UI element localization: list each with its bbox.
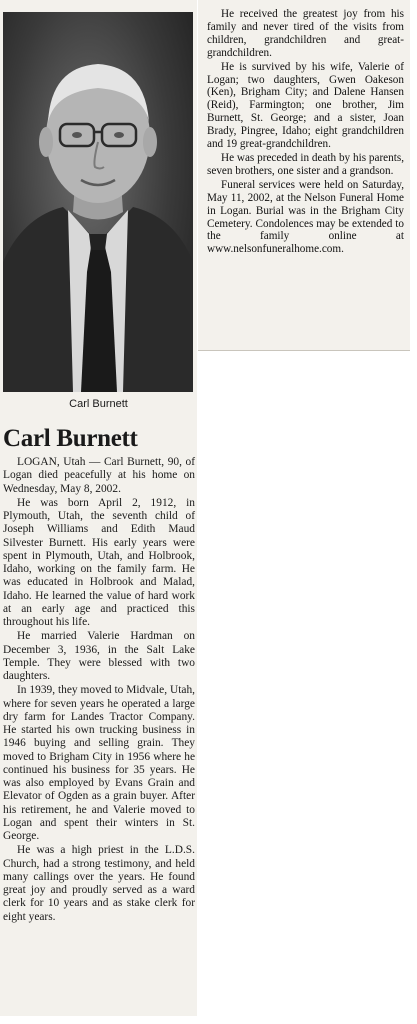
paragraph-funeral-services: Funeral services were held on Saturday, May 11, 2002, at the Nelson Funeral Home in Logan. Burial was in the Brigham City Cemetery. Condolences may be extended to the family online at www.nelsonfuneralhome.com. — [207, 178, 404, 256]
paragraph-marriage: He married Valerie Hardman on December 3, 1936, in the Salt Lake Temple. They were blessed with two daughters. — [3, 630, 195, 682]
paragraph-career: In 1939, they moved to Midvale, Utah, where for seven years he operated a large dry farm for Landes Tractor Company. He started his own trucking business in 1946 buying and selling grain. They moved to Brigham City in 1956 where he continued his business for 35 years. He was also employed by Evans Grain and Elevator of Ogden as a grain buyer. After his retirement, he and Valerie moved to Logan and spent their winters in St. George. — [3, 684, 195, 842]
paragraph-death-notice: LOGAN, Utah — Carl Burnett, 90, of Logan died peacefully at his home on Wednesday, May 8, 2002. — [3, 456, 195, 495]
obituary-headline: Carl Burnett — [3, 425, 138, 452]
photo-caption: Carl Burnett — [69, 398, 128, 410]
portrait-photo — [3, 12, 193, 392]
paragraph-early-life: He was born April 2, 1912, in Plymouth, Utah, the seventh child of Joseph Williams and Edith Maud Silvester Burnett. His early years were spent in Plymouth, Utah, and Holbrook, Idaho, working on the family farm. He was educated in Holbrook and Malad, Idaho. He learned the value of hard work at an early age and practiced this throughout his life. — [3, 496, 195, 628]
portrait-illustration — [3, 12, 193, 392]
obituary-body-left-column — [3, 456, 195, 925]
paragraph-church-service: He was a high priest in the L.D.S. Church, had a strong testimony, and held many callings over the years. He found great joy and proudly served as a ward clerk for 10 years and as stake clerk for eight years. — [3, 844, 195, 923]
paragraph-preceded-in-death: He was preceded in death by his parents, seven brothers, one sister and a grandson. — [207, 151, 404, 177]
obituary-body-right-column — [207, 8, 404, 257]
paragraph-survivors: He is survived by his wife, Valerie of Logan; two daughters, Gwen Oakeson (Ken), Brigham City; and Dalene Hansen (Reid), Farmington; one brother, Jim Burnett, St. George; and a sister, Joan Brady, Pingree, Idaho; eight grandchildren and 19 great-grandchildren. — [207, 60, 404, 151]
paragraph-family-joy: He received the greatest joy from his family and never tired of the visits from children, grandchildren and great-grandchildren. — [207, 8, 404, 59]
